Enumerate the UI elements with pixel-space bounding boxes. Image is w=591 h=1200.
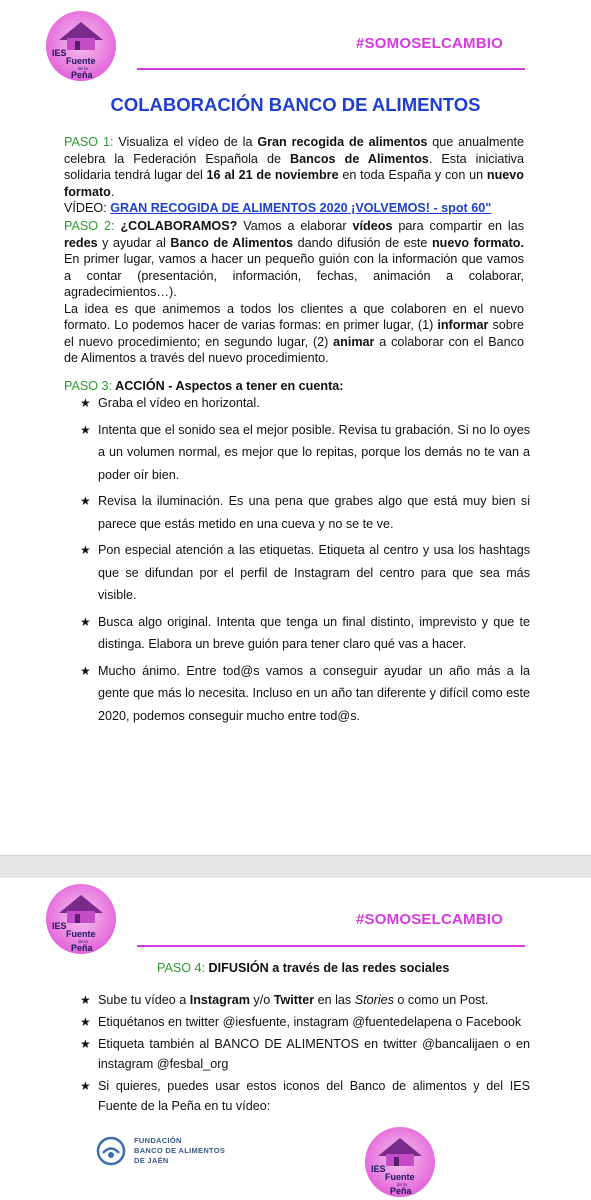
header-rule: [137, 945, 525, 947]
paso-2-label: PASO 2:: [64, 219, 115, 233]
svg-text:de la: de la: [397, 1182, 407, 1187]
svg-text:IES: IES: [52, 921, 67, 931]
star-bullet-icon: ★: [80, 543, 91, 557]
list-item: ★ Intenta que el sonido sea el mejor posible. Revisa tu grabación. Si no lo oyes a un volumen normal, es mejor que lo repitas, porque los demás no te van a poder oír bien.: [80, 419, 530, 487]
svg-text:de la: de la: [78, 66, 88, 71]
list-item: ★ Pon especial atención a las etiquetas. Etiqueta al centro y usa los hashtags que se difundan por el perfil de Instagram del centro para que sea más visible.: [80, 539, 530, 607]
star-bullet-icon: ★: [80, 1015, 91, 1029]
paso-3-label: PASO 3:: [64, 379, 113, 393]
star-bullet-icon: ★: [80, 993, 91, 1007]
list-item: ★ Si quieres, puedes usar estos iconos del Banco de alimentos y del IES Fuente de la Peña en tu vídeo:: [80, 1076, 530, 1116]
list-item: ★ Graba el vídeo en horizontal.: [80, 392, 530, 415]
hashtag-header: #SOMOSELCAMBIO: [356, 911, 503, 928]
svg-text:IES: IES: [371, 1164, 386, 1174]
svg-text:Fuente: Fuente: [66, 56, 96, 66]
page-separator: [0, 855, 591, 879]
star-bullet-icon: ★: [80, 663, 91, 678]
paso-1-label: PASO 1:: [64, 135, 114, 149]
video-link[interactable]: GRAN RECOGIDA DE ALIMENTOS 2020 ¡VOLVEMOS! - spot 60": [110, 201, 492, 215]
star-bullet-icon: ★: [80, 396, 91, 410]
svg-text:Fuente: Fuente: [66, 929, 96, 939]
list-item: ★ Etiqueta también al BANCO DE ALIMENTOS en twitter @bancalijaen o en instagram @fesbal_org: [80, 1034, 530, 1074]
list-item: ★ Sube tu vídeo a Instagram y/o Twitter en las Stories o como un Post.: [80, 990, 530, 1010]
paso-4-list: [80, 990, 530, 1118]
header-rule: [137, 68, 525, 70]
list-item: ★ Busca algo original. Intenta que tenga un final distinto, imprevisto y que te distinga. Elabora un breve guión para tener claro qué vas a hacer.: [80, 611, 530, 656]
paso-3-heading: PASO 3: ACCIÓN - Aspectos a tener en cuenta:: [64, 379, 344, 393]
paso-2-paragraph: PASO 2: ¿COLABORAMOS? Vamos a elaborar vídeos para compartir en las redes y ayudar al Banco de Alimentos dando difusión de este nuevo formato. En primer lugar, vamos a hacer un pequeño guión con la información que vamos a contar (presentación, información, fechas, animación a colaborar, agradecimientos…). La idea es que animemos a todos los clientes a que colaboren en el nuevo formato. Lo podemos hacer de varias formas: en primer lugar, (1) informar sobre el nuevo procedimiento; en segundo lugar, (2) animar a colaborar con el Banco de Alimentos a través del nuevo procedimiento.: [64, 219, 525, 365]
ies-logo: [45, 10, 117, 82]
star-bullet-icon: ★: [80, 614, 91, 629]
svg-text:Peña: Peña: [71, 943, 93, 953]
page-title: COLABORACIÓN BANCO DE ALIMENTOS: [110, 94, 481, 115]
hashtag-header: #SOMOSELCAMBIO: [356, 35, 503, 52]
list-item: ★ Mucho ánimo. Entre tod@s vamos a conseguir ayudar un año más a la gente que más lo necesita. Incluso en un año tan diferente y difícil como este 2020, podemos conseguir mucho entre tod@s.: [80, 660, 530, 728]
svg-text:Fuente: Fuente: [385, 1172, 415, 1182]
fundacion-banco-alimentos-logo: FUNDACIÓN BANCO DE ALIMENTOS DE JAÉN: [96, 1136, 225, 1166]
logo-ies-text: IES: [52, 48, 67, 58]
paso-1-paragraph: PASO 1: Visualiza el vídeo de la Gran recogida de alimentos que anualmente celebra la Federación Española de Bancos de Alimentos. Esta iniciativa solidaria tendrá lugar del 16 al 21 de noviembre en toda España y con un nuevo formato. VÍDEO: GRAN RECOGIDA DE ALIMENTOS 2020 ¡VOLVEMOS! - spot 60": [64, 135, 524, 215]
list-item: ★ Etiquétanos en twitter @iesfuente, instagram @fuentedelapena o Facebook: [80, 1012, 530, 1032]
svg-text:Peña: Peña: [390, 1186, 412, 1196]
star-bullet-icon: ★: [80, 1079, 91, 1093]
banco-alimentos-icon: [96, 1136, 126, 1166]
paso-4-heading: PASO 4: DIFUSIÓN a través de las redes sociales: [157, 961, 450, 975]
star-bullet-icon: ★: [80, 494, 91, 508]
svg-text:Peña: Peña: [71, 70, 93, 80]
star-bullet-icon: ★: [80, 422, 91, 437]
list-item: ★ Revisa la iluminación. Es una pena que grabes algo que está muy bien si parece que estás metido en una cueva y no se te ve.: [80, 490, 530, 535]
svg-text:de la: de la: [78, 939, 88, 944]
paso-3-list: [80, 392, 530, 731]
document-page-2: [0, 878, 591, 1200]
paso-4-label: PASO 4:: [157, 961, 206, 975]
star-bullet-icon: ★: [80, 1037, 91, 1051]
ies-logo: [45, 883, 117, 955]
video-label: VÍDEO:: [64, 201, 111, 215]
ies-logo-bottom: [364, 1126, 436, 1198]
